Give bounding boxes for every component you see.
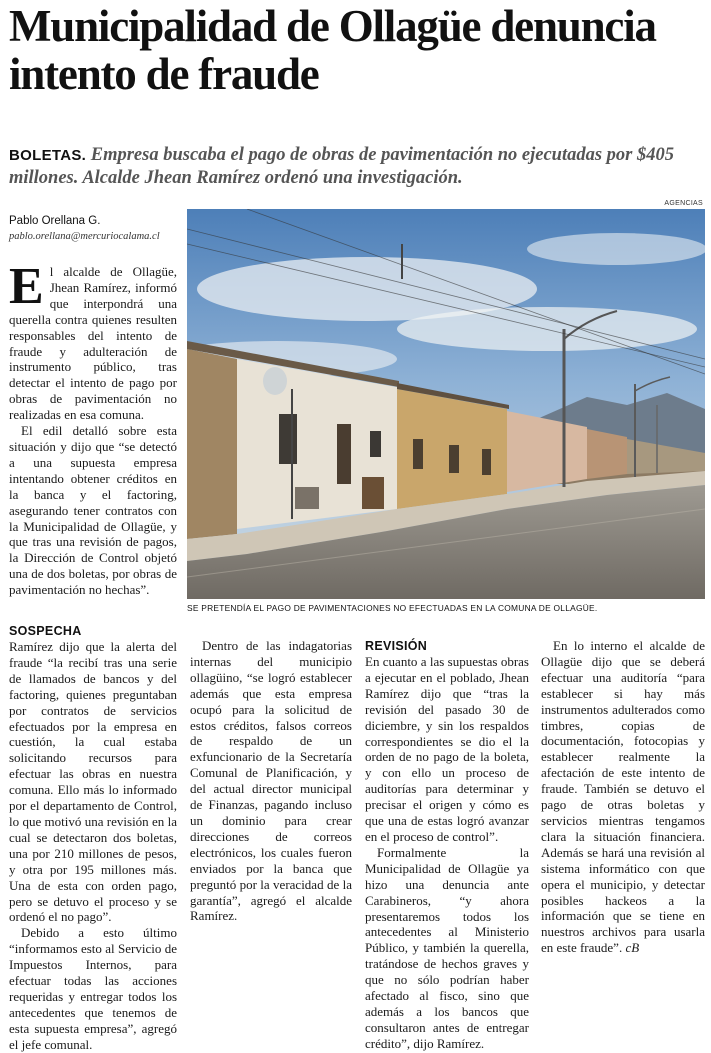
body-paragraph: Formalmente la Municipalidad de Ollagüe ya hizo una denuncia ante Carabineros, “y ahora presentaremos todos los antecedentes al Ministerio Público, y también la querella, tratándose de hechos graves y que no sólo podrían haber afectado al fisco, sino que además a los bancos que consultaron antes de entregar crédito”, dijo Ramírez. <box>365 844 529 1051</box>
body-paragraph-text: En lo interno el alcalde de Ollagüe dijo que se deberá efectuar una auditoría “para establecer si hay más instrumentos adulterados como timbres, copias de documentación, fotocopias y establecer realmente la afectación de este intento de fraude. También se detuvo el pago de otras boletas y servicios mientras tengamos clara la situación financiera. Además se hará una revisión al sistema informático con que opera el municipio, y detectar posibles hackeos a la información que se tiene en nuestros archivos para usarla en este fraude”. <box>541 638 705 956</box>
photo-credit: AGENCIAS <box>664 200 703 207</box>
subheading-sospecha: SOSPECHA <box>9 624 82 638</box>
article-column-2 <box>9 623 177 1053</box>
lead-paragraph <box>9 258 177 423</box>
article-column-4 <box>365 638 529 1052</box>
body-paragraph: En cuanto a las supuestas obras a ejecutar en el poblado, Jhean Ramírez dijo que “tras la revisión del pasado 30 de diciembre, y sin los respaldos correspondientes se dio el la orden de no pago de la boleta, y con ello un proceso de auditorías para determinar y precisar el origen y cómo es que una de estas logró avanzar en el proceso de control”. <box>365 654 529 844</box>
author-email[interactable]: pablo.orellana@mercuriocalama.cl <box>9 231 160 242</box>
end-mark: cB <box>625 940 640 956</box>
article-column-1 <box>9 258 177 598</box>
body-paragraph: El edil detalló sobre esta situación y dijo que “se detectó a una supuesta empresa intentando obtener créditos en la banca y el factoring, asegurando tener contratos con la Municipalidad de Ollagüe, y que tras una revisión de pagos, la Dirección de Control objetó una de dos boletas, por obras de pavimentación no hechas”. <box>9 423 177 598</box>
byline <box>9 214 185 244</box>
street-scene-image <box>187 209 705 599</box>
lead-text: l alcalde de Ollagüe, Jhean Ramírez, informó que interpondrá una querella contra quienes resulten responsables del intento de fraude y adulteración de instrumento público, tras detectar el intento de pago por obras de pavimentación no realizadas en esa comuna. <box>9 264 177 423</box>
author-name: Pablo Orellana G. <box>9 215 101 227</box>
deck-text: Empresa buscaba el pago de obras de pavimentación no ejecutadas por $405 millones. Alcalde Jhean Ramírez ordenó una investigación. <box>9 145 674 188</box>
article-photo <box>187 209 705 599</box>
body-paragraph <box>541 638 705 956</box>
body-paragraph: Dentro de las indagatorias internas del municipio ollagüino, “se logró establecer además que esta empresa ocupó para la solicitud de estos créditos, falsos correos de respaldo de un exfuncionario de la Secretaría Comunal de Planificación, y del actual director municipal de Finanzas, pagando incluso un dominio para crear direcciones de correos electrónicos, los cuales fueron enviados por la banca que preguntó por la veracidad de la garantía”, agregó el alcalde Ramírez. <box>190 638 352 924</box>
headline: Municipalidad de Ollagüe denuncia intento de fraude <box>9 1 656 99</box>
subheading-revision: REVISIÓN <box>365 639 428 653</box>
body-paragraph: Debido a esto último “informamos esto al Servicio de Impuestos Internos, para efectuar todas las acciones requeridas y entregar todos los antecedentes que tenemos de esta supuesta empresa”, agregó el jefe comunal. <box>9 925 177 1052</box>
body-paragraph: Ramírez dijo que la alerta del fraude “la recibí tras una serie de llamados de bancos y del factoring, quienes preguntaban por contratos de servicios efectuados por la empresa en cuestión, la cual estaba solicitando recursos para efectuar las obras en nuestra comuna. Ello más lo informado por el departamento de Control, lo que motivó una revisión en la cual se detectaron dos boletas, una por 210 millones de pesos, y otra por 195 millones más. Una de esta con orden pago, pero se detuvo el proceso y se ordenó el no pago”. <box>9 639 177 925</box>
drop-cap: E <box>9 258 44 315</box>
deck <box>9 144 709 189</box>
deck-kicker: BOLETAS. <box>9 147 87 164</box>
photo-caption: SE PRETENDÍA EL PAGO DE PAVIMENTACIONES NO EFECTUADAS EN LA COMUNA DE OLLAGÜE. <box>187 603 598 613</box>
article-column-5 <box>541 638 705 956</box>
article-column-3 <box>190 638 352 924</box>
